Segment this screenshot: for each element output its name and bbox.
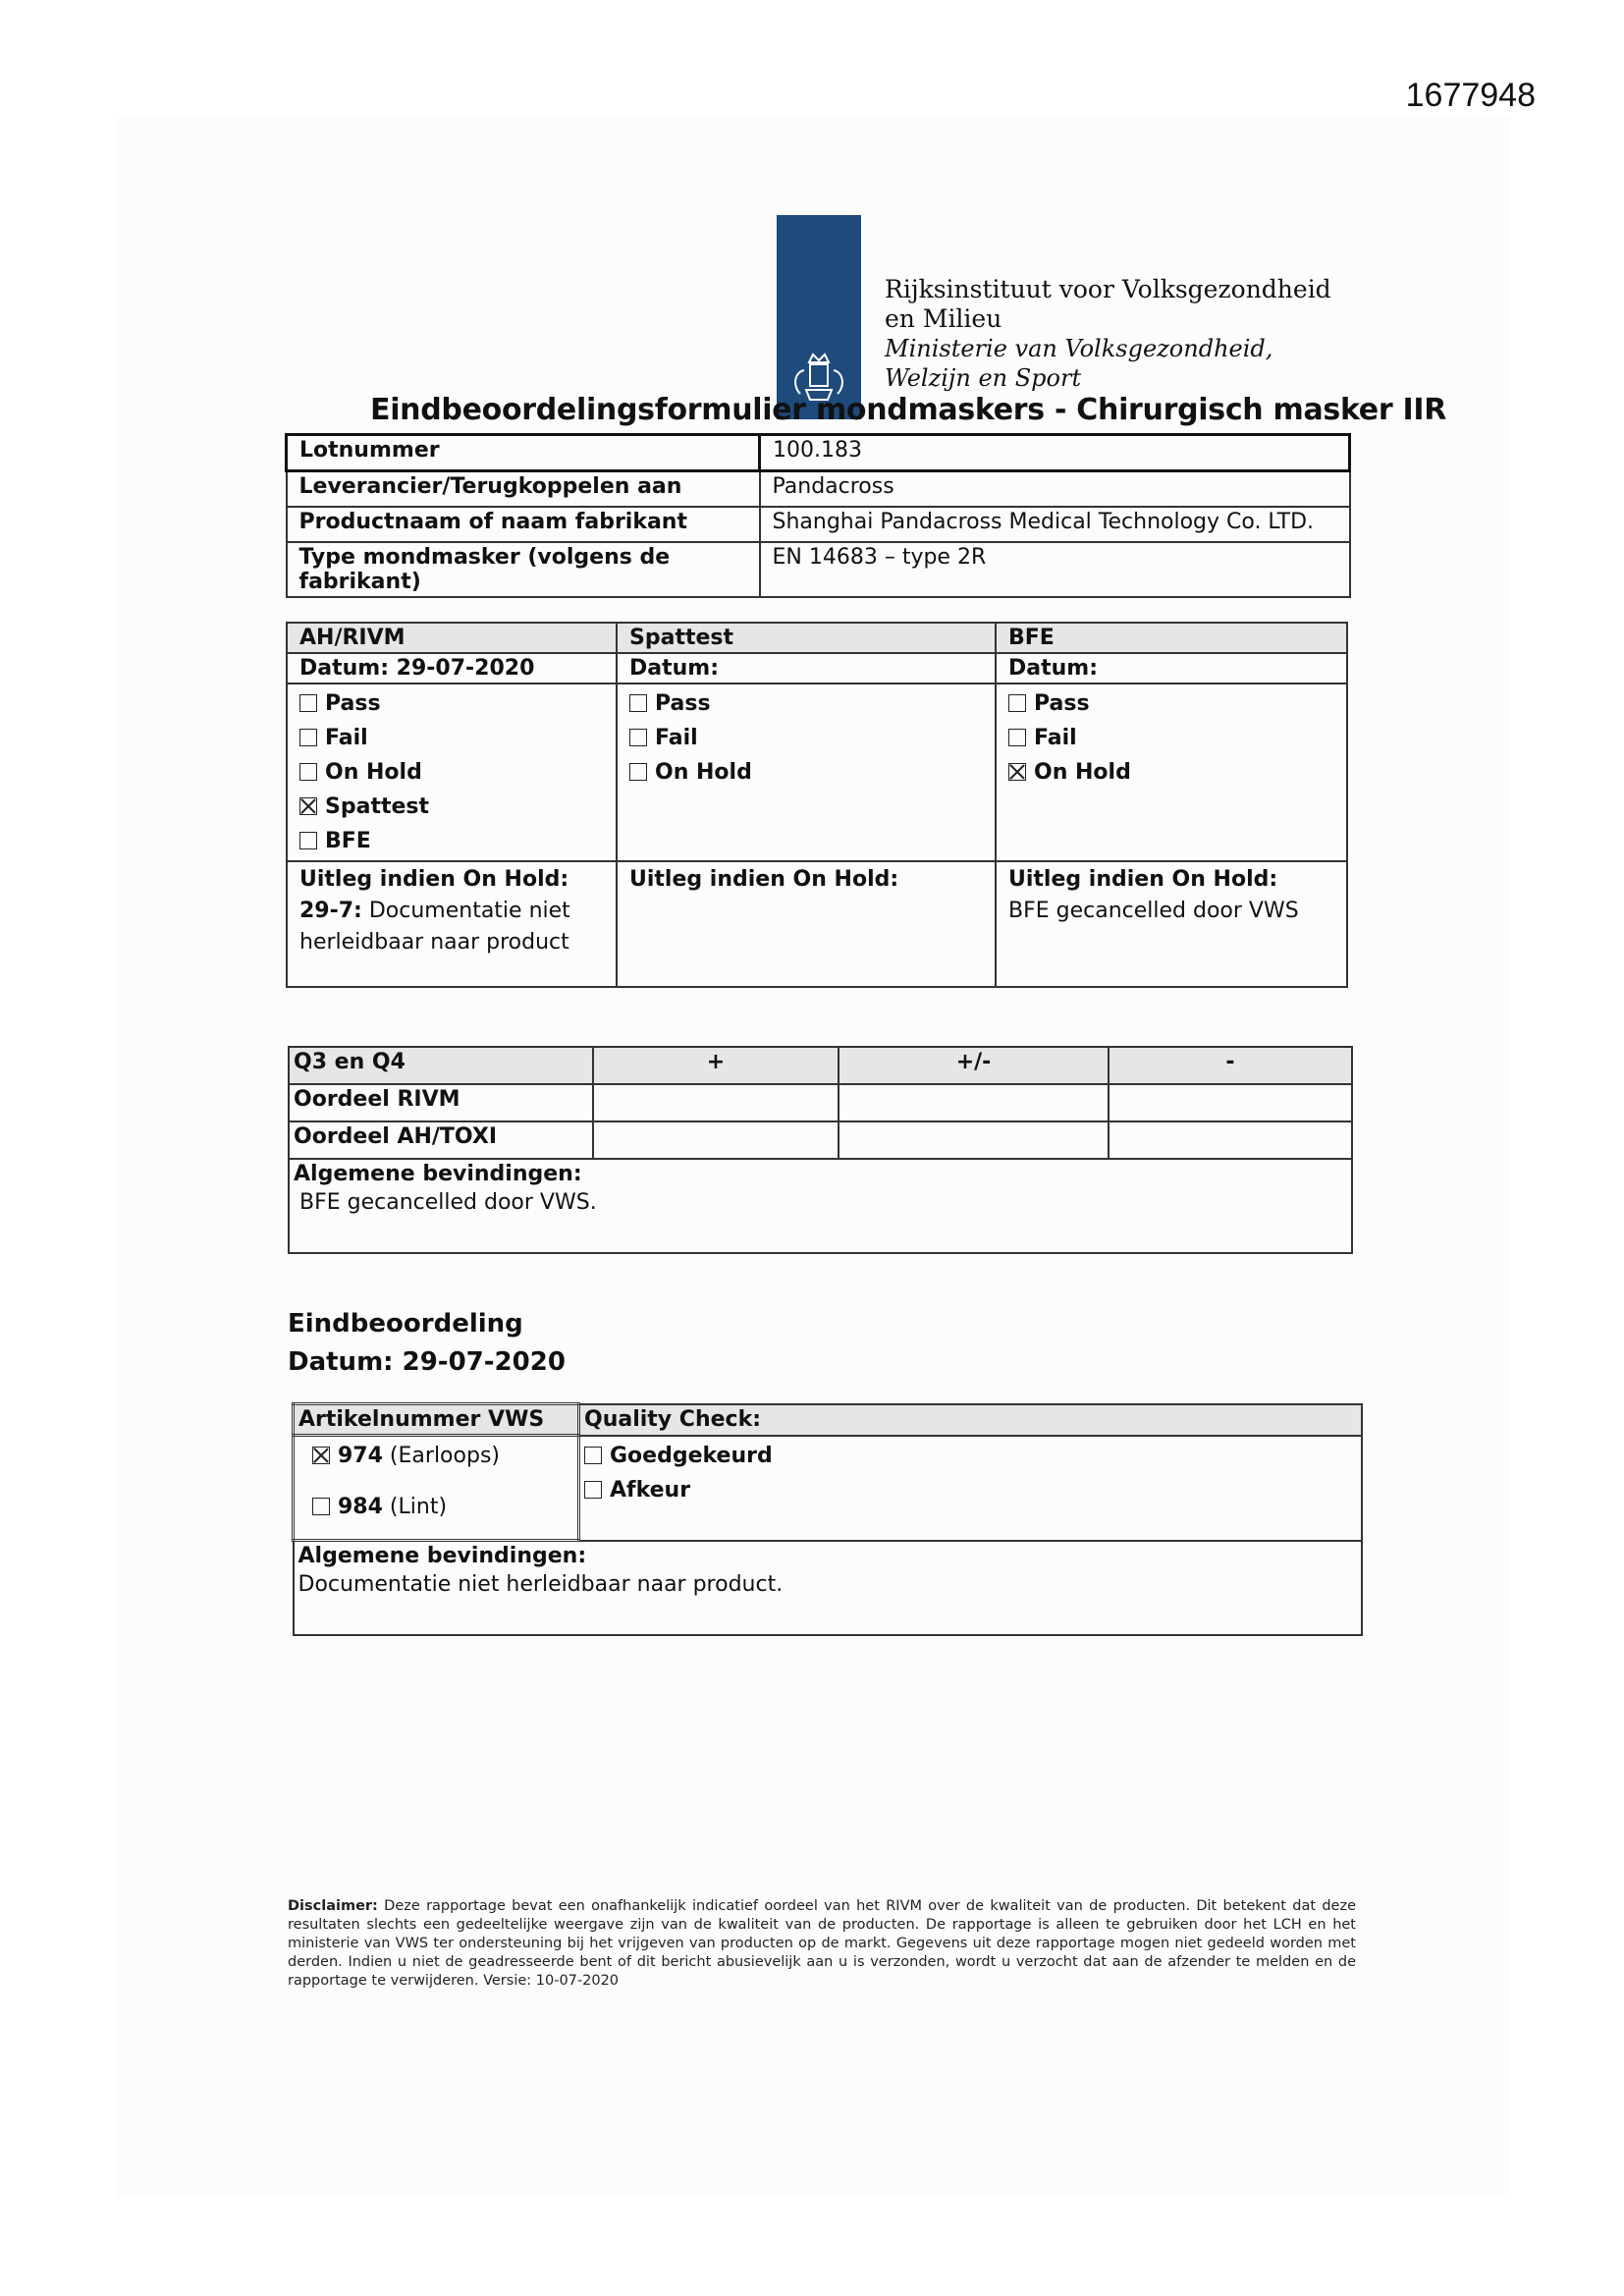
table-row (294, 1404, 1363, 1436)
supplier-label: Leverancier/Terugkoppelen aan (287, 471, 760, 508)
table-row (289, 1084, 1352, 1121)
table-cell (1109, 1121, 1352, 1159)
organization-name (885, 275, 1331, 393)
article-label: (Earloops) (382, 1444, 500, 1468)
checked-box-icon[interactable] (299, 797, 317, 815)
checkbox-icon[interactable] (629, 729, 647, 746)
option-label: Fail (655, 726, 698, 750)
findings-text: Documentatie niet herleidbaar naar product. (298, 1572, 784, 1597)
document-number: 1677948 (1405, 77, 1536, 114)
options-bfe (996, 683, 1347, 861)
option-label: Fail (1034, 726, 1077, 750)
minus-header: - (1109, 1047, 1352, 1084)
option-label: Spattest (325, 794, 430, 819)
date-bfe: Datum: (996, 653, 1347, 683)
article-options (294, 1436, 579, 1541)
final-assessment-title: Eindbeoordeling (288, 1309, 523, 1339)
findings-label: Algemene bevindingen: (294, 1162, 582, 1186)
checkbox-icon[interactable] (299, 694, 317, 712)
findings-text: BFE gecancelled door VWS. (299, 1190, 597, 1215)
table-row (287, 435, 1350, 471)
mask-type-value: EN 14683 – type 2R (760, 542, 1350, 597)
checkbox-icon[interactable] (312, 1498, 330, 1515)
table-row (289, 1047, 1352, 1084)
oordeel-rivm-label: Oordeel RIVM (289, 1084, 593, 1121)
lot-number-label: Lotnummer (287, 435, 760, 471)
lot-number-value: 100.183 (760, 435, 1350, 471)
col-header-bfe: BFE (996, 623, 1347, 653)
table-cell (593, 1121, 839, 1159)
table-row (289, 1121, 1352, 1159)
table-row (287, 861, 1347, 987)
date-ah-rivm: Datum: 29-07-2020 (287, 653, 617, 683)
col-header-ah-rivm: AH/RIVM (287, 623, 617, 653)
explain-bfe (996, 861, 1347, 987)
org-line-4: Welzijn en Sport (885, 364, 1082, 392)
option-label: Fail (325, 726, 368, 750)
checked-box-icon[interactable] (1008, 763, 1026, 781)
org-line-1: Rijksinstituut voor Volksgezondheid (885, 275, 1331, 303)
article-number: 974 (338, 1444, 383, 1468)
article-label: (Lint) (382, 1495, 448, 1519)
explain-text: Documentatie niet herleidbaar naar product (299, 899, 570, 955)
option-label: On Hold (655, 760, 752, 785)
table-cell (1109, 1084, 1352, 1121)
option-label: Pass (655, 691, 711, 716)
table-row (289, 1159, 1352, 1253)
oordeel-ah-toxi-label: Oordeel AH/TOXI (289, 1121, 593, 1159)
explain-text: BFE gecancelled door VWS (1008, 899, 1299, 923)
final-assessment-date: Datum: 29-07-2020 (288, 1347, 566, 1377)
table-row (287, 542, 1350, 597)
final-findings-cell (294, 1541, 1363, 1636)
table-row (287, 623, 1347, 653)
table-row (294, 1541, 1363, 1636)
product-name-value: Shanghai Pandacross Medical Technology Co. LTD. (760, 507, 1350, 542)
rijksoverheid-logo (777, 215, 861, 419)
option-label: Pass (1034, 691, 1090, 716)
article-number-header: Artikelnummer VWS (294, 1404, 579, 1436)
checkbox-icon[interactable] (299, 729, 317, 746)
org-line-3: Ministerie van Volksgezondheid, (885, 335, 1273, 362)
table-cell (593, 1084, 839, 1121)
explain-label: Uitleg indien On Hold: (1008, 867, 1278, 892)
org-line-2: en Milieu (885, 304, 1002, 333)
checkbox-icon[interactable] (629, 694, 647, 712)
option-label: Pass (325, 691, 381, 716)
table-row (287, 653, 1347, 683)
quality-check-options (579, 1436, 1363, 1541)
mask-type-label: Type mondmasker (volgens de fabrikant) (287, 542, 760, 597)
checkbox-icon[interactable] (1008, 729, 1026, 746)
product-name-label: Productnaam of naam fabrikant (287, 507, 760, 542)
qc-rejected-label: Afkeur (610, 1477, 691, 1503)
supplier-value: Pandacross (760, 471, 1350, 508)
plusminus-header: +/- (839, 1047, 1109, 1084)
article-number: 984 (338, 1495, 383, 1519)
quality-check-header: Quality Check: (579, 1404, 1363, 1436)
final-assessment-table (292, 1402, 1363, 1636)
option-label: On Hold (1034, 760, 1131, 785)
checkbox-icon[interactable] (629, 763, 647, 781)
table-row (294, 1436, 1363, 1541)
options-spattest (617, 683, 996, 861)
q3-q4-header: Q3 en Q4 (289, 1047, 593, 1084)
findings-label: Algemene bevindingen: (298, 1544, 587, 1568)
checked-box-icon[interactable] (312, 1447, 330, 1464)
checkbox-icon[interactable] (299, 763, 317, 781)
explain-label: Uitleg indien On Hold: (629, 867, 899, 892)
date-spattest: Datum: (617, 653, 996, 683)
checkbox-icon[interactable] (299, 832, 317, 849)
option-label: On Hold (325, 760, 422, 785)
checkbox-icon[interactable] (1008, 694, 1026, 712)
explain-label: Uitleg indien On Hold: (299, 867, 569, 892)
explain-spattest (617, 861, 996, 987)
qc-approved-label: Goedgekeurd (610, 1443, 773, 1468)
plus-header: + (593, 1047, 839, 1084)
product-info-table (285, 433, 1351, 598)
table-cell (839, 1121, 1109, 1159)
explain-ah-rivm (287, 861, 617, 987)
disclaimer-text: Deze rapportage bevat een onafhankelijk indicatief oordeel van het RIVM over de kwaliteit van de producten. Dit betekent dat deze resultaten slechts een gedeeltelijke weergave zijn van de kwaliteit van de producten. De rapportage is alleen te gebruiken door het LCH en het ministerie van VWS ter ondersteuning bij het vrijgeven van producten op de markt. Gegevens uit deze rapportage mogen niet gedeeld worden met derden. Indien u niet de geadresseerde bent of dit bericht abusievelijk aan u is verzonden, wordt u verzocht dat aan de afzender te melden en de rapportage te verwijderen. Versie: 10-07-2020 (288, 1898, 1356, 1989)
test-results-table (286, 622, 1348, 988)
option-label: BFE (325, 829, 371, 853)
document-title: Eindbeoordelingsformulier mondmaskers - Chirurgisch masker IIR (370, 393, 1447, 427)
explain-date: 29-7: (299, 899, 362, 923)
checkbox-icon[interactable] (584, 1447, 602, 1464)
table-row (287, 471, 1350, 508)
table-row (287, 683, 1347, 861)
disclaimer (288, 1897, 1356, 1991)
checkbox-icon[interactable] (584, 1481, 602, 1499)
disclaimer-label: Disclaimer: (288, 1898, 378, 1914)
table-cell (839, 1084, 1109, 1121)
judgement-table (288, 1046, 1353, 1254)
general-findings-cell (289, 1159, 1352, 1253)
col-header-spattest: Spattest (617, 623, 996, 653)
table-row (287, 507, 1350, 542)
options-ah-rivm (287, 683, 617, 861)
